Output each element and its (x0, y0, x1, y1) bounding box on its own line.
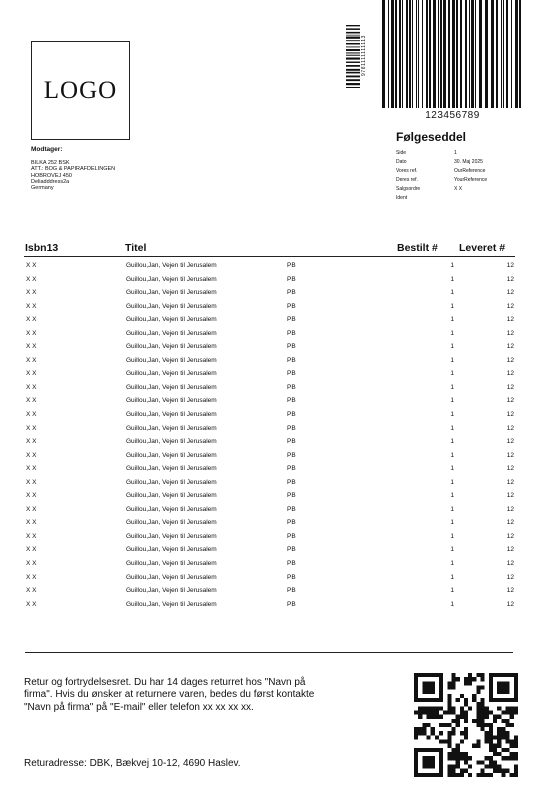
cell-title: Guillou,Jan, Vejen til Jerusalem (126, 546, 217, 554)
table-row (0, 489, 545, 503)
cell-isbn: X X (26, 492, 37, 500)
table-row (0, 543, 545, 557)
cell-ordered: 1 (450, 573, 454, 581)
cell-delivered: 12 (506, 275, 514, 283)
info-label: Dato (396, 159, 407, 165)
info-value: X X (454, 186, 463, 192)
cell-ordered: 1 (450, 478, 454, 486)
cell-isbn: X X (26, 478, 37, 486)
cell-delivered: 12 (506, 370, 514, 378)
info-row-page (396, 149, 487, 158)
qr-code (414, 673, 518, 777)
cell-title: Guillou,Jan, Vejen til Jerusalem (126, 356, 217, 364)
info-value: 30. Maj 2025 (454, 159, 483, 165)
cell-ordered: 1 (450, 492, 454, 500)
cell-isbn: X X (26, 532, 37, 540)
cell-isbn: X X (26, 560, 37, 568)
table-row (0, 313, 545, 327)
header-divider (24, 256, 515, 257)
return-policy-line: "Navn på firma" på "E-mail" eller telefon xx xx xx xx. (24, 701, 254, 713)
table-row (0, 354, 545, 368)
cell-ordered: 1 (450, 302, 454, 310)
cell-delivered: 12 (506, 478, 514, 486)
cell-title: Guillou,Jan, Vejen til Jerusalem (126, 438, 217, 446)
cell-delivered: 12 (506, 505, 514, 513)
cell-binding: PB (287, 560, 296, 568)
column-header-delivered: Leveret # (459, 242, 506, 254)
cell-isbn: X X (26, 397, 37, 405)
item-table-body (0, 259, 545, 611)
cell-title: Guillou,Jan, Vejen til Jerusalem (126, 532, 217, 540)
cell-isbn: X X (26, 465, 37, 473)
cell-ordered: 1 (450, 505, 454, 513)
table-row (0, 367, 545, 381)
cell-title: Guillou,Jan, Vejen til Jerusalem (126, 587, 217, 595)
cell-isbn: X X (26, 573, 37, 581)
cell-delivered: 12 (506, 573, 514, 581)
cell-ordered: 1 (450, 546, 454, 554)
cell-delivered: 12 (506, 546, 514, 554)
cell-ordered: 1 (450, 587, 454, 595)
table-row (0, 300, 545, 314)
cell-binding: PB (287, 465, 296, 473)
cell-title: Guillou,Jan, Vejen til Jerusalem (126, 343, 217, 351)
cell-ordered: 1 (450, 465, 454, 473)
cell-ordered: 1 (450, 275, 454, 283)
cell-binding: PB (287, 343, 296, 351)
cell-binding: PB (287, 383, 296, 391)
column-header-isbn: Isbn13 (25, 242, 59, 254)
cell-binding: PB (287, 587, 296, 595)
cell-binding: PB (287, 532, 296, 540)
cell-ordered: 1 (450, 370, 454, 378)
info-label: Deres ref. (396, 177, 418, 183)
cell-isbn: X X (26, 587, 37, 595)
table-row (0, 462, 545, 476)
table-row (0, 394, 545, 408)
cell-binding: PB (287, 492, 296, 500)
cell-title: Guillou,Jan, Vejen til Jerusalem (126, 451, 217, 459)
return-policy-line: firma". Hvis du ønsker at returnere varen, bedes du først kontakte (24, 689, 315, 701)
info-row-date (396, 158, 487, 167)
info-row-sales-order (396, 185, 487, 194)
cell-title: Guillou,Jan, Vejen til Jerusalem (126, 397, 217, 405)
info-label: Vores ref. (396, 168, 418, 174)
info-value: 1 (454, 150, 457, 156)
cell-isbn: X X (26, 262, 37, 269)
cell-ordered: 1 (450, 438, 454, 446)
cell-title: Guillou,Jan, Vejen til Jerusalem (126, 329, 217, 337)
cell-title: Guillou,Jan, Vejen til Jerusalem (126, 383, 217, 391)
cell-isbn: X X (26, 343, 37, 351)
cell-delivered: 12 (506, 397, 514, 405)
info-value: YourReference (454, 177, 488, 183)
document-info-table (396, 149, 487, 203)
cell-delivered: 12 (506, 289, 514, 297)
info-row-ident (396, 194, 487, 203)
address-line: ATT.: BOG & PAPIRAFDELINGEN (31, 166, 116, 173)
table-row (0, 516, 545, 530)
cell-isbn: X X (26, 302, 37, 310)
cell-binding: PB (287, 289, 296, 297)
cell-title: Guillou,Jan, Vejen til Jerusalem (126, 275, 217, 283)
shipment-barcode (380, 0, 525, 108)
cell-isbn: X X (26, 505, 37, 513)
cell-isbn: X X (26, 546, 37, 554)
table-row (0, 381, 545, 395)
return-policy-text (24, 677, 374, 714)
table-row (0, 435, 545, 449)
table-row (0, 557, 545, 571)
cell-isbn: X X (26, 356, 37, 364)
cell-ordered: 1 (450, 519, 454, 527)
cell-binding: PB (287, 573, 296, 581)
info-value: OurReference (454, 168, 486, 174)
cell-binding: PB (287, 546, 296, 554)
cell-title: Guillou,Jan, Vejen til Jerusalem (126, 600, 217, 608)
cell-binding: PB (287, 302, 296, 310)
cell-binding: PB (287, 438, 296, 446)
cell-delivered: 12 (506, 532, 514, 540)
address-line: HOBROVEJ 450 (31, 172, 72, 179)
cell-isbn: X X (26, 275, 37, 283)
cell-ordered: 1 (450, 560, 454, 568)
cell-title: Guillou,Jan, Vejen til Jerusalem (126, 505, 217, 513)
cell-delivered: 12 (506, 492, 514, 500)
cell-title: Guillou,Jan, Vejen til Jerusalem (126, 560, 217, 568)
table-row (0, 273, 545, 287)
cell-delivered: 12 (506, 451, 514, 459)
cell-isbn: X X (26, 370, 37, 378)
cell-delivered: 12 (506, 329, 514, 337)
cell-binding: PB (287, 329, 296, 337)
cell-delivered: 12 (506, 411, 514, 419)
cell-isbn: X X (26, 383, 37, 391)
info-row-our-ref (396, 167, 487, 176)
isbn-barcode-number: 9781111111113 (361, 35, 367, 77)
document-title: Følgeseddel (396, 130, 467, 144)
table-row (0, 584, 545, 598)
cell-delivered: 12 (506, 587, 514, 595)
cell-title: Guillou,Jan, Vejen til Jerusalem (126, 573, 217, 581)
cell-isbn: X X (26, 438, 37, 446)
recipient-block (31, 146, 181, 191)
info-row-your-ref (396, 176, 487, 185)
info-label: Ident (396, 195, 408, 201)
footer-divider (25, 652, 513, 653)
cell-delivered: 12 (506, 519, 514, 527)
cell-delivered: 12 (506, 316, 514, 324)
cell-binding: PB (287, 505, 296, 513)
cell-delivered: 12 (506, 424, 514, 432)
cell-binding: PB (287, 600, 296, 608)
cell-ordered: 1 (450, 383, 454, 391)
cell-binding: PB (287, 424, 296, 432)
table-row (0, 476, 545, 490)
cell-title: Guillou,Jan, Vejen til Jerusalem (126, 370, 217, 378)
cell-ordered: 1 (450, 289, 454, 297)
cell-delivered: 12 (506, 560, 514, 568)
cell-ordered: 1 (450, 411, 454, 419)
cell-title: Guillou,Jan, Vejen til Jerusalem (126, 302, 217, 310)
cell-binding: PB (287, 478, 296, 486)
table-row (0, 408, 545, 422)
cell-title: Guillou,Jan, Vejen til Jerusalem (126, 478, 217, 486)
table-row (0, 259, 545, 273)
cell-ordered: 1 (450, 532, 454, 540)
cell-binding: PB (287, 451, 296, 459)
cell-delivered: 12 (506, 343, 514, 351)
cell-delivered: 12 (506, 600, 514, 608)
info-label: Side (396, 150, 407, 156)
table-row (0, 286, 545, 300)
cell-title: Guillou,Jan, Vejen til Jerusalem (126, 411, 217, 419)
table-row (0, 571, 545, 585)
cell-isbn: X X (26, 411, 37, 419)
cell-ordered: 1 (450, 424, 454, 432)
cell-ordered: 1 (450, 262, 454, 269)
cell-ordered: 1 (450, 600, 454, 608)
cell-binding: PB (287, 356, 296, 364)
table-row (0, 422, 545, 436)
cell-binding: PB (287, 275, 296, 283)
cell-delivered: 12 (506, 302, 514, 310)
cell-title: Guillou,Jan, Vejen til Jerusalem (126, 316, 217, 324)
address-line: Deliadddress2a (31, 178, 70, 185)
cell-binding: PB (287, 262, 296, 269)
cell-isbn: X X (26, 519, 37, 527)
cell-delivered: 12 (506, 262, 514, 269)
cell-isbn: X X (26, 329, 37, 337)
cell-binding: PB (287, 370, 296, 378)
logo-text: LOGO (43, 76, 118, 104)
table-row (0, 449, 545, 463)
logo (31, 41, 130, 140)
cell-delivered: 12 (506, 438, 514, 446)
cell-delivered: 12 (506, 465, 514, 473)
cell-binding: PB (287, 316, 296, 324)
cell-title: Guillou,Jan, Vejen til Jerusalem (126, 424, 217, 432)
cell-ordered: 1 (450, 316, 454, 324)
return-address: Returadresse: DBK, Bækvej 10-12, 4690 Haslev. (24, 758, 241, 769)
table-row (0, 327, 545, 341)
cell-isbn: X X (26, 424, 37, 432)
cell-title: Guillou,Jan, Vejen til Jerusalem (126, 289, 217, 297)
cell-title: Guillou,Jan, Vejen til Jerusalem (126, 519, 217, 527)
return-policy-line: Retur og fortrydelsesret. Du har 14 dages returret hos "Navn på (24, 677, 306, 688)
cell-ordered: 1 (450, 356, 454, 364)
cell-title: Guillou,Jan, Vejen til Jerusalem (126, 465, 217, 473)
cell-ordered: 1 (450, 397, 454, 405)
cell-isbn: X X (26, 451, 37, 459)
shipment-barcode-number: 123456789 (425, 110, 480, 121)
cell-ordered: 1 (450, 451, 454, 459)
table-row (0, 598, 545, 612)
cell-delivered: 12 (506, 383, 514, 391)
table-row (0, 503, 545, 517)
cell-ordered: 1 (450, 329, 454, 337)
recipient-label: Modtager: (31, 146, 63, 153)
cell-title: Guillou,Jan, Vejen til Jerusalem (126, 492, 217, 500)
column-header-ordered: Bestilt # (397, 242, 438, 254)
cell-isbn: X X (26, 289, 37, 297)
cell-isbn: X X (26, 316, 37, 324)
table-row (0, 530, 545, 544)
table-row (0, 340, 545, 354)
cell-isbn: X X (26, 600, 37, 608)
address-line: BILKA 252 BSK (31, 160, 70, 166)
cell-delivered: 12 (506, 356, 514, 364)
cell-binding: PB (287, 411, 296, 419)
cell-binding: PB (287, 397, 296, 405)
address-line: Germany (31, 185, 54, 192)
cell-ordered: 1 (450, 343, 454, 351)
info-label: Salgsordre (396, 186, 421, 192)
column-header-title: Titel (125, 242, 147, 254)
cell-title: Guillou,Jan, Vejen til Jerusalem (126, 262, 217, 269)
cell-binding: PB (287, 519, 296, 527)
